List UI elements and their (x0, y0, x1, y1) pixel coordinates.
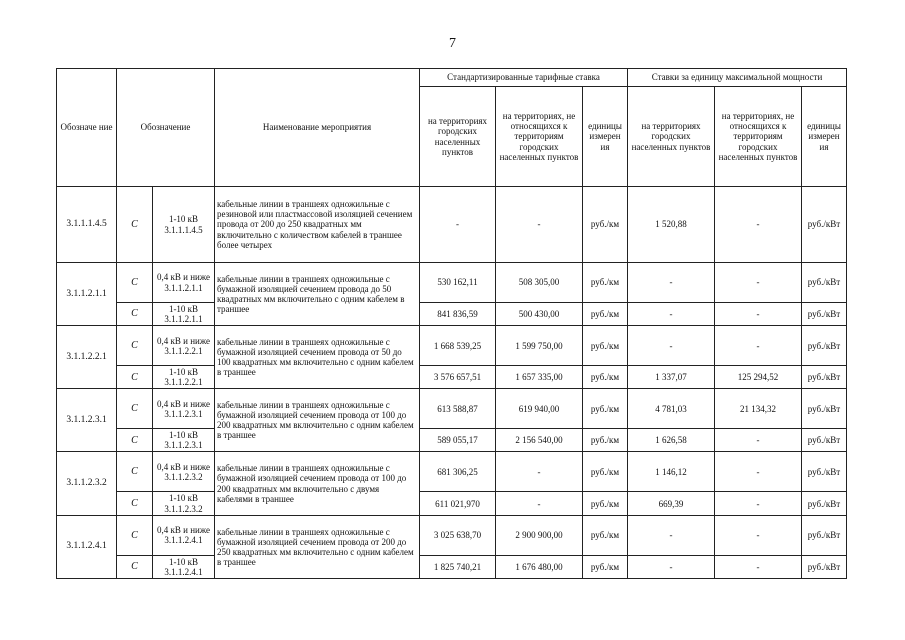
cell-standard-unit: руб./км (583, 187, 628, 263)
row-voltage: 0,4 кВ и ниже 3.1.1.2.2.1 (153, 326, 215, 366)
cell-standard-unit: руб./км (583, 263, 628, 303)
cell-standard-nonurban: 1 599 750,00 (496, 326, 583, 366)
header-group-power: Ставки за единицу максимальной мощности (628, 69, 847, 87)
cell-standard-urban: - (420, 187, 496, 263)
row-voltage: 0,4 кВ и ниже 3.1.1.2.4.1 (153, 515, 215, 555)
row-description: кабельные линии в траншеях одножильные с бумажной изоляцией сечением провода от 100 до 200 квадратных мм включительно с одним кабелем в траншее (215, 389, 420, 452)
header-standard-unit: единицы измерен ия (583, 87, 628, 187)
cell-power-urban: 1 626,58 (628, 429, 715, 452)
cell-power-nonurban: - (715, 555, 802, 578)
row-voltage: 1-10 кВ 3.1.1.2.3.1 (153, 429, 215, 452)
cell-standard-urban: 613 588,87 (420, 389, 496, 429)
cell-standard-nonurban: - (496, 187, 583, 263)
cell-standard-nonurban: - (496, 492, 583, 515)
cell-power-nonurban: - (715, 263, 802, 303)
row-voltage: 1-10 кВ 3.1.1.1.4.5 (153, 187, 215, 263)
cell-power-nonurban: - (715, 187, 802, 263)
row-c-marker: С (117, 263, 153, 303)
header-name: Наименование мероприятия (215, 69, 420, 187)
cell-standard-urban: 530 162,11 (420, 263, 496, 303)
cell-power-unit: руб./кВт (802, 326, 847, 366)
cell-power-urban: - (628, 263, 715, 303)
cell-standard-urban: 3 576 657,51 (420, 366, 496, 389)
header-standard-urban: на территориях городских населенных пунктов (420, 87, 496, 187)
row-description: кабельные линии в траншеях одножильные с резиновой или пластмассовой изоляцией сечением провода от 200 до 250 квадратных мм включительно с количеством кабелей в траншее более четырех (215, 187, 420, 263)
cell-standard-nonurban: 1 676 480,00 (496, 555, 583, 578)
table-row (57, 187, 847, 263)
header-designation: Обозначение (117, 69, 215, 187)
table-row (57, 452, 847, 492)
cell-standard-nonurban: 619 940,00 (496, 389, 583, 429)
header-code: Обозначе ние (57, 69, 117, 187)
cell-standard-urban: 1 825 740,21 (420, 555, 496, 578)
cell-standard-urban: 1 668 539,25 (420, 326, 496, 366)
cell-standard-unit: руб./км (583, 366, 628, 389)
cell-standard-unit: руб./км (583, 515, 628, 555)
table-row (57, 429, 847, 452)
row-voltage: 1-10 кВ 3.1.1.2.2.1 (153, 366, 215, 389)
cell-standard-nonurban: - (496, 452, 583, 492)
cell-power-unit: руб./кВт (802, 366, 847, 389)
cell-power-unit: руб./кВт (802, 515, 847, 555)
cell-standard-unit: руб./км (583, 429, 628, 452)
row-voltage: 0,4 кВ и ниже 3.1.1.2.1.1 (153, 263, 215, 303)
cell-power-unit: руб./кВт (802, 555, 847, 578)
cell-standard-urban: 841 836,59 (420, 303, 496, 326)
row-code: 3.1.1.2.2.1 (57, 326, 117, 389)
cell-power-urban: 669,39 (628, 492, 715, 515)
cell-power-unit: руб./кВт (802, 429, 847, 452)
cell-power-unit: руб./кВт (802, 303, 847, 326)
row-c-marker: С (117, 326, 153, 366)
cell-power-urban: - (628, 326, 715, 366)
table-row (57, 492, 847, 515)
cell-power-urban: 1 520,88 (628, 187, 715, 263)
page-number: 7 (449, 36, 456, 51)
table-row (57, 303, 847, 326)
row-code: 3.1.1.2.3.1 (57, 389, 117, 452)
row-description: кабельные линии в траншеях одножильные с бумажной изоляцией сечением провода от 50 до 100 квадратных мм включительно с одним кабелем в траншее (215, 326, 420, 389)
row-c-marker: С (117, 187, 153, 263)
row-voltage: 0,4 кВ и ниже 3.1.1.2.3.1 (153, 389, 215, 429)
cell-power-nonurban: - (715, 452, 802, 492)
row-description: кабельные линии в траншеях одножильные с бумажной изоляцией сечением провода до 50 квадратных мм включительно с одним кабелем в траншее (215, 263, 420, 326)
row-c-marker: С (117, 492, 153, 515)
cell-standard-unit: руб./км (583, 555, 628, 578)
cell-standard-unit: руб./км (583, 452, 628, 492)
header-group-standard: Стандартизированные тарифные ставка (420, 69, 628, 87)
row-description: кабельные линии в траншеях одножильные с бумажной изоляцией сечением провода от 200 до 250 квадратных мм включительно с одним кабелем в траншее (215, 515, 420, 578)
cell-power-unit: руб./кВт (802, 452, 847, 492)
cell-power-unit: руб./кВт (802, 263, 847, 303)
cell-power-urban: - (628, 303, 715, 326)
row-c-marker: С (117, 389, 153, 429)
cell-power-unit: руб./кВт (802, 492, 847, 515)
row-voltage: 0,4 кВ и ниже 3.1.1.2.3.2 (153, 452, 215, 492)
header-power-unit: единицы измерен ия (802, 87, 847, 187)
cell-power-urban: - (628, 515, 715, 555)
row-voltage: 1-10 кВ 3.1.1.2.1.1 (153, 303, 215, 326)
cell-standard-urban: 589 055,17 (420, 429, 496, 452)
cell-power-nonurban: - (715, 492, 802, 515)
cell-standard-urban: 681 306,25 (420, 452, 496, 492)
row-description: кабельные линии в траншеях одножильные с бумажной изоляцией сечением провода от 100 до 200 квадратных мм включительно с двумя кабелями в траншее (215, 452, 420, 515)
cell-standard-unit: руб./км (583, 326, 628, 366)
cell-standard-nonurban: 2 156 540,00 (496, 429, 583, 452)
header-power-urban: на территориях городских населенных пунктов (628, 87, 715, 187)
cell-power-nonurban: - (715, 515, 802, 555)
row-code: 3.1.1.1.4.5 (57, 187, 117, 263)
tariff-table (56, 68, 847, 579)
cell-power-nonurban: 125 294,52 (715, 366, 802, 389)
row-c-marker: С (117, 429, 153, 452)
header-power-nonurban: на территориях, не относящихся к территориям городских населенных пунктов (715, 87, 802, 187)
cell-power-urban: 1 337,07 (628, 366, 715, 389)
header-standard-nonurban: на территориях, не относящихся к территориям городских населенных пунктов (496, 87, 583, 187)
table-body (57, 187, 847, 579)
table-row (57, 555, 847, 578)
cell-standard-unit: руб./км (583, 303, 628, 326)
cell-standard-unit: руб./км (583, 389, 628, 429)
cell-standard-nonurban: 1 657 335,00 (496, 366, 583, 389)
row-c-marker: С (117, 366, 153, 389)
row-code: 3.1.1.2.1.1 (57, 263, 117, 326)
table-row (57, 263, 847, 303)
cell-power-nonurban: - (715, 303, 802, 326)
cell-standard-nonurban: 2 900 900,00 (496, 515, 583, 555)
table-row (57, 366, 847, 389)
row-code: 3.1.1.2.4.1 (57, 515, 117, 578)
table-row (57, 326, 847, 366)
cell-power-unit: руб./кВт (802, 389, 847, 429)
table-row (57, 515, 847, 555)
cell-power-urban: 4 781,03 (628, 389, 715, 429)
cell-power-urban: 1 146,12 (628, 452, 715, 492)
cell-standard-nonurban: 500 430,00 (496, 303, 583, 326)
row-c-marker: С (117, 452, 153, 492)
row-c-marker: С (117, 555, 153, 578)
row-c-marker: С (117, 303, 153, 326)
table-row (57, 389, 847, 429)
cell-power-nonurban: 21 134,32 (715, 389, 802, 429)
cell-standard-urban: 611 021,970 (420, 492, 496, 515)
cell-power-urban: - (628, 555, 715, 578)
row-c-marker: С (117, 515, 153, 555)
cell-standard-nonurban: 508 305,00 (496, 263, 583, 303)
row-voltage: 1-10 кВ 3.1.1.2.3.2 (153, 492, 215, 515)
table-header (57, 69, 847, 187)
cell-power-unit: руб./кВт (802, 187, 847, 263)
row-voltage: 1-10 кВ 3.1.1.2.4.1 (153, 555, 215, 578)
cell-standard-unit: руб./км (583, 492, 628, 515)
row-code: 3.1.1.2.3.2 (57, 452, 117, 515)
cell-power-nonurban: - (715, 429, 802, 452)
cell-standard-urban: 3 025 638,70 (420, 515, 496, 555)
cell-power-nonurban: - (715, 326, 802, 366)
